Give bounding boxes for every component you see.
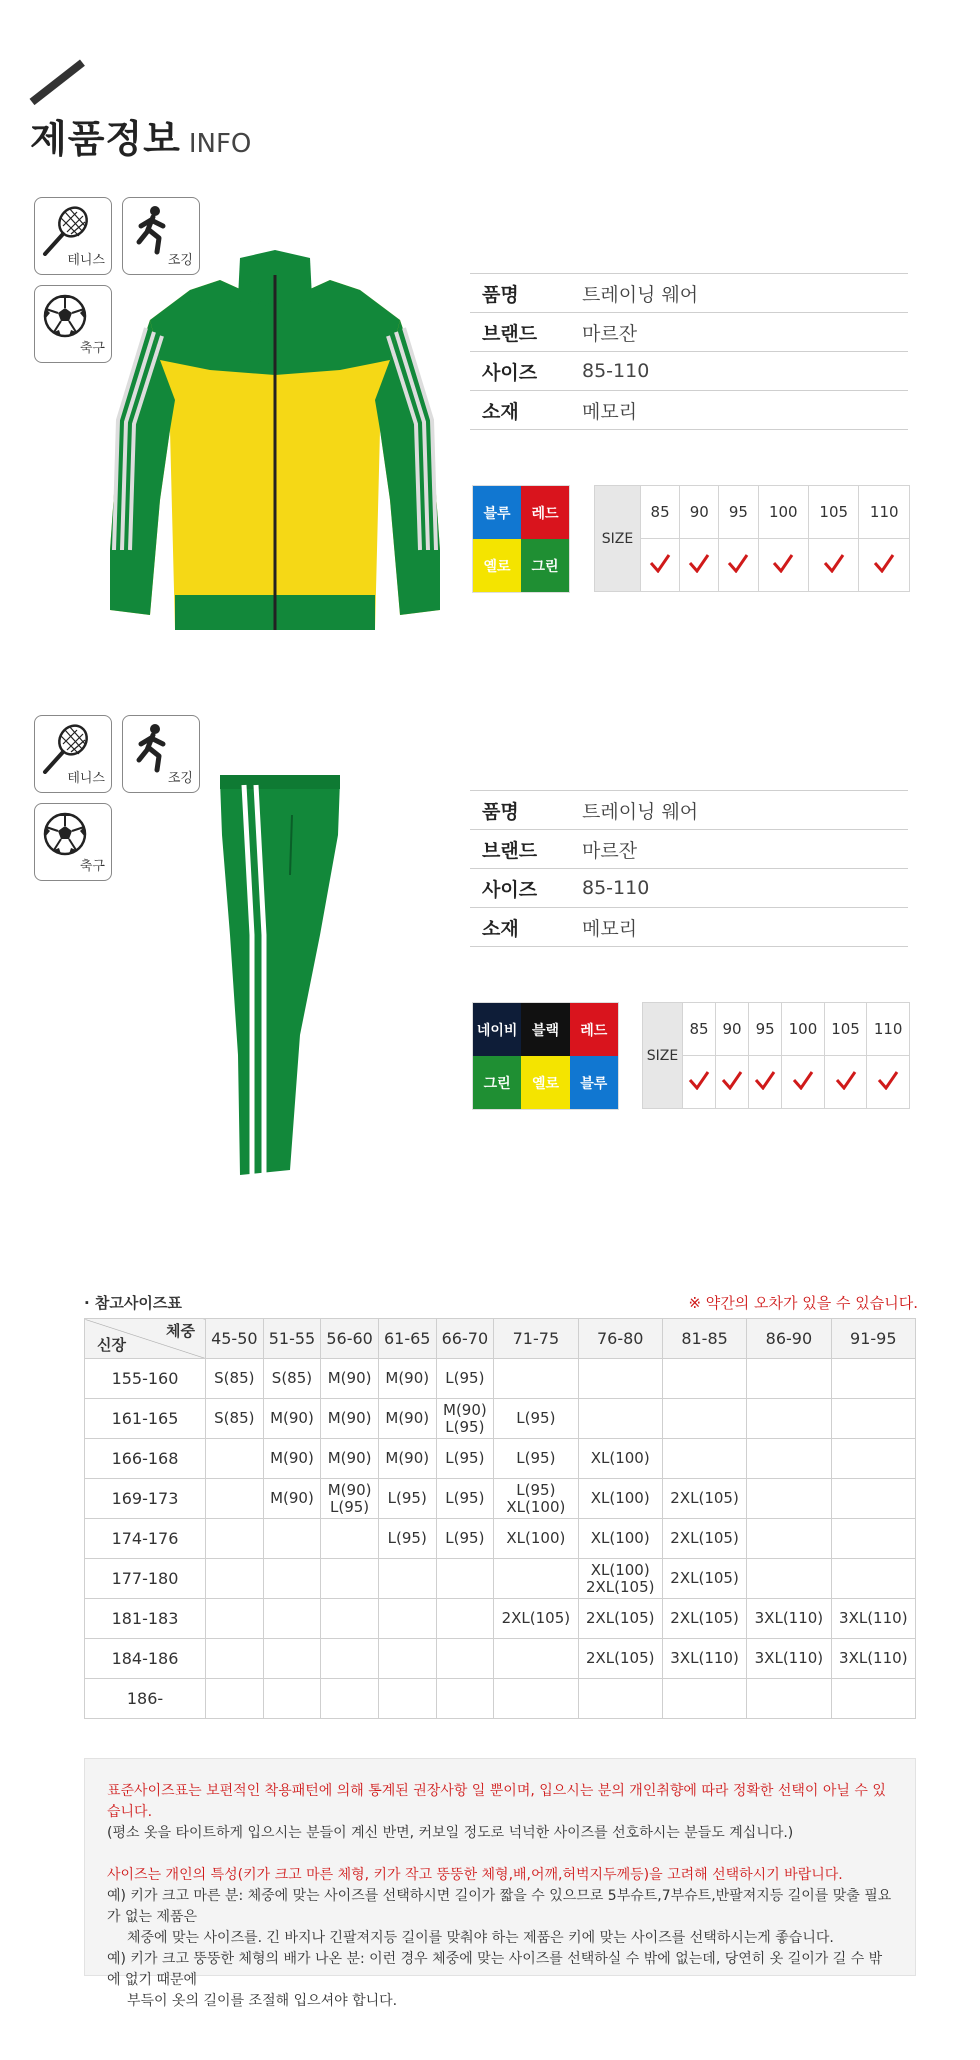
size-value: 105 xyxy=(824,1003,867,1056)
size-cell: 2XL(105) xyxy=(662,1559,746,1599)
size-cell: M(90) L(95) xyxy=(321,1479,379,1519)
color-name: 블루 xyxy=(580,1075,608,1092)
size-cell xyxy=(831,1439,915,1479)
size-cell xyxy=(206,1439,264,1479)
spec-row xyxy=(470,830,908,869)
size-cell xyxy=(378,1639,436,1679)
size-cell: M(90) xyxy=(263,1439,321,1479)
size-value: 85 xyxy=(641,486,680,539)
height-header: 177-180 xyxy=(85,1559,206,1599)
size-cell xyxy=(747,1359,831,1399)
weight-header: 76-80 xyxy=(578,1319,662,1359)
size-cell xyxy=(831,1559,915,1599)
size-cell: 3XL(110) xyxy=(831,1639,915,1679)
activity-soccer xyxy=(34,803,112,881)
size-cell xyxy=(436,1599,494,1639)
size-check-icon xyxy=(719,539,758,592)
size-cell xyxy=(378,1679,436,1719)
size-cell: L(95) xyxy=(436,1359,494,1399)
weight-header: 51-55 xyxy=(263,1319,321,1359)
size-cell: XL(100) xyxy=(578,1519,662,1559)
size-cell: M(90) L(95) xyxy=(436,1399,494,1439)
spec-value: 85-110 xyxy=(570,352,908,391)
size-check-icon xyxy=(680,539,719,592)
activity-label: 축구 xyxy=(79,341,105,356)
weight-header: 61-65 xyxy=(378,1319,436,1359)
reference-size-chart xyxy=(84,1318,916,1719)
notice-line: 표준사이즈표는 보편적인 착용패턴에 의해 통계된 권장사항 일 뿐이며, 입으시는 분의 개인취향에 따라 정확한 선택이 아닐 수 있습니다. xyxy=(107,1783,886,1820)
chart-corner xyxy=(85,1319,206,1359)
spec-table xyxy=(470,273,908,430)
corner-weight-label: 체중 xyxy=(166,1322,195,1340)
reference-note: ※ 약간의 오차가 있을 수 있습니다. xyxy=(688,1294,918,1312)
size-cell: XL(100) xyxy=(494,1519,578,1559)
spec-value: 마르잔 xyxy=(570,830,908,869)
color-swatches xyxy=(472,485,570,593)
size-cell xyxy=(662,1359,746,1399)
size-value: 105 xyxy=(809,486,859,539)
color-swatch-blue[interactable] xyxy=(570,1056,618,1109)
color-swatch-green[interactable] xyxy=(473,1056,521,1109)
size-cell: L(95) xyxy=(436,1439,494,1479)
size-cell xyxy=(747,1559,831,1599)
chart-body xyxy=(85,1359,916,1719)
size-cell xyxy=(263,1679,321,1719)
size-cell xyxy=(747,1479,831,1519)
size-notice xyxy=(84,1758,916,2009)
activity-label: 조깅 xyxy=(167,771,193,786)
weight-header: 56-60 xyxy=(321,1319,379,1359)
size-cell xyxy=(321,1639,379,1679)
size-cell xyxy=(747,1519,831,1559)
color-swatch-blue[interactable] xyxy=(473,486,521,539)
spec-row xyxy=(470,391,908,430)
size-check-icon xyxy=(782,1056,825,1109)
spec-row xyxy=(470,869,908,908)
color-swatch-red[interactable] xyxy=(521,486,569,539)
size-cell xyxy=(206,1639,264,1679)
spec-label: 품명 xyxy=(470,274,570,313)
size-cell: 2XL(105) xyxy=(578,1599,662,1639)
color-swatch-black[interactable] xyxy=(521,1003,569,1056)
size-value: 110 xyxy=(867,1003,910,1056)
size-cell xyxy=(206,1679,264,1719)
page-title-text: 제품정보 xyxy=(30,117,181,161)
size-cell xyxy=(263,1639,321,1679)
size-value: 90 xyxy=(716,1003,749,1056)
spec-label: 사이즈 xyxy=(470,869,570,908)
spec-value: 마르잔 xyxy=(570,313,908,352)
size-cell: S(85) xyxy=(206,1359,264,1399)
color-swatches xyxy=(472,1002,619,1110)
size-check-icon xyxy=(641,539,680,592)
size-cell xyxy=(436,1639,494,1679)
height-header: 174-176 xyxy=(85,1519,206,1559)
color-name: 옐로 xyxy=(483,558,511,575)
color-swatch-green[interactable] xyxy=(521,539,569,592)
size-check-icon xyxy=(716,1056,749,1109)
height-header: 184-186 xyxy=(85,1639,206,1679)
spec-label: 품명 xyxy=(470,791,570,830)
chart-row xyxy=(85,1479,916,1519)
size-cell: L(95) xyxy=(436,1479,494,1519)
size-cell xyxy=(747,1439,831,1479)
size-cell xyxy=(263,1599,321,1639)
size-value: 95 xyxy=(719,486,758,539)
size-availability-table xyxy=(642,1002,910,1109)
spec-label: 소재 xyxy=(470,391,570,430)
size-cell: 2XL(105) xyxy=(662,1599,746,1639)
size-cell: 3XL(110) xyxy=(747,1599,831,1639)
spec-label: 브랜드 xyxy=(470,313,570,352)
spec-row xyxy=(470,352,908,391)
weight-header: 91-95 xyxy=(831,1319,915,1359)
activity-label: 조깅 xyxy=(167,253,193,268)
size-cell: M(90) xyxy=(263,1479,321,1519)
chart-row xyxy=(85,1679,916,1719)
height-header: 161-165 xyxy=(85,1399,206,1439)
chart-row xyxy=(85,1519,916,1559)
chart-row xyxy=(85,1559,916,1599)
size-cell xyxy=(321,1559,379,1599)
size-value: 100 xyxy=(782,1003,825,1056)
size-cell: M(90) xyxy=(321,1359,379,1399)
size-cell xyxy=(831,1679,915,1719)
size-cell: M(90) xyxy=(321,1439,379,1479)
size-cell xyxy=(578,1399,662,1439)
size-check-icon xyxy=(809,539,859,592)
weight-header: 81-85 xyxy=(662,1319,746,1359)
spec-row xyxy=(470,791,908,830)
notice-line: 예) 키가 크고 마른 분: 체중에 맞는 사이즈를 선택하시면 길이가 짧을 수 있으므로 5부슈트,7부슈트,반팔져지등 길이를 맞출 필요가 없는 제품은 xyxy=(107,1888,892,1925)
spec-label: 소재 xyxy=(470,908,570,947)
spec-value: 메모리 xyxy=(570,391,908,430)
height-header: 155-160 xyxy=(85,1359,206,1399)
size-cell: 2XL(105) xyxy=(662,1519,746,1559)
activity-tennis xyxy=(34,715,112,793)
size-cell xyxy=(831,1359,915,1399)
color-swatch-red[interactable] xyxy=(570,1003,618,1056)
size-cell: 3XL(110) xyxy=(662,1639,746,1679)
page-title xyxy=(30,108,251,163)
size-cell: L(95) XL(100) xyxy=(494,1479,578,1519)
activity-label: 테니스 xyxy=(67,771,105,786)
size-cell xyxy=(206,1559,264,1599)
size-cell xyxy=(494,1559,578,1599)
size-check-icon xyxy=(824,1056,867,1109)
height-header: 181-183 xyxy=(85,1599,206,1639)
notice-line: 부득이 옷의 길이를 조절해 입으셔야 합니다. xyxy=(127,1993,398,2009)
spec-value: 85-110 xyxy=(570,869,908,908)
size-cell: S(85) xyxy=(263,1359,321,1399)
size-cell xyxy=(436,1679,494,1719)
size-cell: 2XL(105) xyxy=(578,1639,662,1679)
height-header: 186- xyxy=(85,1679,206,1719)
size-cell: M(90) xyxy=(378,1399,436,1439)
reference-title: · 참고사이즈표 xyxy=(84,1294,182,1312)
size-value: 110 xyxy=(859,486,910,539)
color-name: 네이비 xyxy=(476,1022,518,1039)
color-name: 레드 xyxy=(580,1022,608,1039)
weight-header: 45-50 xyxy=(206,1319,264,1359)
size-cell xyxy=(494,1679,578,1719)
spec-table xyxy=(470,790,908,947)
spec-row xyxy=(470,274,908,313)
spec-row xyxy=(470,908,908,947)
size-cell: XL(100) 2XL(105) xyxy=(578,1559,662,1599)
notice-line: 사이즈는 개인의 특성(키가 크고 마른 체형, 키가 작고 뚱뚱한 체형,배,어깨,허벅지두께등)을 고려해 선택하시기 바랍니다. xyxy=(107,1867,843,1883)
size-cell xyxy=(321,1599,379,1639)
activity-jogging xyxy=(122,715,200,793)
size-cell: 3XL(110) xyxy=(747,1639,831,1679)
size-cell: L(95) xyxy=(494,1399,578,1439)
size-value: 100 xyxy=(758,486,808,539)
color-name: 블루 xyxy=(483,505,511,522)
spec-label: 사이즈 xyxy=(470,352,570,391)
size-cell: L(95) xyxy=(494,1439,578,1479)
page-subtitle: INFO xyxy=(188,129,252,159)
activity-label: 축구 xyxy=(79,859,105,874)
weight-header: 86-90 xyxy=(747,1319,831,1359)
size-value: 85 xyxy=(683,1003,716,1056)
color-name: 레드 xyxy=(531,505,559,522)
size-check-icon xyxy=(749,1056,782,1109)
size-cell: M(90) xyxy=(321,1399,379,1439)
size-cell xyxy=(578,1359,662,1399)
size-cell: M(90) xyxy=(378,1439,436,1479)
title-slash-decoration xyxy=(30,59,85,105)
size-check-icon xyxy=(758,539,808,592)
chart-row xyxy=(85,1399,916,1439)
size-cell xyxy=(662,1439,746,1479)
notice-line: (평소 옷을 타이트하게 입으시는 분들이 계신 반면, 커보일 정도로 넉넉한 사이즈를 선호하시는 분들도 계십니다.) xyxy=(107,1825,794,1841)
height-header: 169-173 xyxy=(85,1479,206,1519)
size-check-icon xyxy=(683,1056,716,1109)
size-cell xyxy=(831,1399,915,1439)
size-cell xyxy=(747,1399,831,1439)
size-cell: 2XL(105) xyxy=(662,1479,746,1519)
size-header: SIZE xyxy=(643,1003,683,1109)
size-cell xyxy=(831,1479,915,1519)
size-cell: 2XL(105) xyxy=(494,1599,578,1639)
size-cell xyxy=(494,1359,578,1399)
size-cell xyxy=(321,1679,379,1719)
size-cell xyxy=(378,1559,436,1599)
notice-line: 예) 키가 크고 뚱뚱한 체형의 배가 나온 분: 이런 경우 체중에 맞는 사이즈를 선택하실 수 밖에 없는데, 당연히 옷 길이가 길 수 밖에 없기 때문에 xyxy=(107,1951,883,1988)
size-cell xyxy=(662,1679,746,1719)
chart-row xyxy=(85,1439,916,1479)
size-cell: S(85) xyxy=(206,1399,264,1439)
size-cell xyxy=(436,1559,494,1599)
chart-row xyxy=(85,1599,916,1639)
size-cell: L(95) xyxy=(378,1479,436,1519)
size-cell xyxy=(831,1519,915,1559)
size-value: 90 xyxy=(680,486,719,539)
spec-value: 메모리 xyxy=(570,908,908,947)
chart-header-row xyxy=(85,1319,916,1359)
size-cell xyxy=(378,1599,436,1639)
spec-value: 트레이닝 웨어 xyxy=(570,274,908,313)
color-swatch-yellow[interactable] xyxy=(521,1056,569,1109)
spec-row xyxy=(470,313,908,352)
size-cell: XL(100) xyxy=(578,1439,662,1479)
size-availability-table xyxy=(594,485,910,592)
jacket-image xyxy=(100,250,450,635)
size-cell xyxy=(263,1519,321,1559)
size-header: SIZE xyxy=(595,486,641,592)
size-cell xyxy=(206,1599,264,1639)
size-cell xyxy=(494,1639,578,1679)
size-cell xyxy=(321,1519,379,1559)
spec-label: 브랜드 xyxy=(470,830,570,869)
weight-header: 66-70 xyxy=(436,1319,494,1359)
size-cell xyxy=(206,1479,264,1519)
corner-height-label: 신장 xyxy=(97,1336,126,1354)
size-cell: L(95) xyxy=(378,1519,436,1559)
activity-label: 테니스 xyxy=(67,253,105,268)
height-header: 166-168 xyxy=(85,1439,206,1479)
size-cell xyxy=(206,1519,264,1559)
spec-value: 트레이닝 웨어 xyxy=(570,791,908,830)
color-name: 그린 xyxy=(483,1075,511,1092)
chart-row xyxy=(85,1359,916,1399)
size-cell: M(90) xyxy=(378,1359,436,1399)
weight-header: 71-75 xyxy=(494,1319,578,1359)
size-cell: 3XL(110) xyxy=(831,1599,915,1639)
size-cell: L(95) xyxy=(436,1519,494,1559)
size-cell xyxy=(263,1559,321,1599)
size-cell: XL(100) xyxy=(578,1479,662,1519)
pants-image xyxy=(200,775,350,1180)
size-cell xyxy=(662,1399,746,1439)
size-cell: M(90) xyxy=(263,1399,321,1439)
size-cell xyxy=(747,1679,831,1719)
notice-line: 체중에 맞는 사이즈를. 긴 바지나 긴팔져지등 길이를 맞춰야 하는 제품은 키에 맞는 사이즈를 선택하시는게 좋습니다. xyxy=(127,1930,834,1946)
size-cell xyxy=(578,1679,662,1719)
size-value: 95 xyxy=(749,1003,782,1056)
color-name: 블랙 xyxy=(531,1022,560,1039)
color-name: 그린 xyxy=(531,558,559,575)
color-swatch-yellow[interactable] xyxy=(473,539,521,592)
size-check-icon xyxy=(859,539,910,592)
color-swatch-navy[interactable] xyxy=(473,1003,521,1056)
chart-row xyxy=(85,1639,916,1679)
size-check-icon xyxy=(867,1056,910,1109)
color-name: 옐로 xyxy=(531,1075,560,1092)
